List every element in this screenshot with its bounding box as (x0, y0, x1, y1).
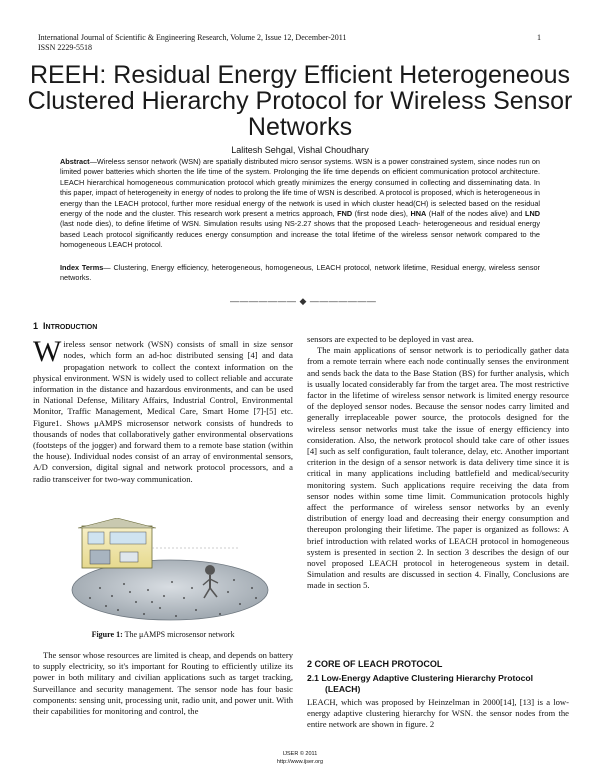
section1-number: 1 (33, 321, 39, 331)
journal-name: International Journal of Scientific & Engineering Research, Volume 2, Issue 12, December-2011 (38, 33, 347, 42)
section2-1-heading-line2: (LEACH) (325, 684, 361, 694)
section2-1-heading-line1: 2.1 Low-Energy Adaptive Clustering Hierarchy Protocol (307, 673, 534, 683)
section1-heading (33, 321, 293, 333)
section2-heading: 2 CORE OF LEACH PROTOCOL (307, 659, 443, 669)
section-divider: ——————— ◆ ——————— (230, 296, 377, 306)
fnd-term: FND (337, 209, 353, 219)
intro-paragraph-2-cont: sensors are expected to be deployed in vast area. (307, 334, 474, 344)
lnd-def: (last node dies), to define lifetime of WSN. Simulation results using NS-2.27 shows that the proposed Leach- heterogeneous and residual energy based Leach protocol significantly reduces energy consumption and increase the total lifetime of the wireless sensor network compared to the homogeneous LEACH protocol. (60, 219, 540, 250)
abstract-label: Abstract (60, 157, 90, 166)
issn: ISSN 2229-5518 (38, 43, 93, 52)
section1-title-rest: NTRODUCTION (45, 324, 98, 331)
footer-url[interactable]: http://www.ijser.org (276, 759, 324, 765)
fnd-def: (first node dies), (352, 209, 411, 219)
page-number: 1 (537, 33, 541, 42)
intro-paragraph-2: The sensor whose resources are limited is cheap, and depends on battery to supply electricity, so it's important for Routing to efficiently utilize its power in both military and civilian applications such as target tracking, Surveillance and security management. The sensor node has four basic components: sensing unit, processing unit, radio unit, and power unit. With their capabilities for monitoring and control, the (33, 650, 293, 717)
authors: Lalitesh Sehgal, Vishal Choudhary (231, 145, 369, 155)
figure-1-caption (33, 630, 293, 639)
intro-p1-text: ireless sensor network (WSN) consists of small in size sensor nodes, which form an ad-hoc distributed sensing [4] and data propagation network to collect the context information on the physical environment. WSN is widely used to collect reliable and accurate information in the distance and hazardous environments, and can be used in National Defense, Military Affairs, Industrial Control, Environmental Monitor, Traffic Management, Medical Care, Smart Home [7]-[5] etc. Figure1. Shows μAMPS microsensor network consists of hundreds to thousands of nodes that collaboratively gather environmental observations (footsteps of the jogger) and forward them to a remote base station (within the house). Individual nodes consist of an array of environmental sensors, A/D conversion, digital signal and network protocol processors, and a radio transceiver for two-way communication. (33, 339, 293, 484)
hna-def: (Half of the nodes alive) and (426, 209, 525, 219)
section1-title-first: I (43, 321, 46, 331)
footer (0, 750, 600, 766)
left-column-top (33, 321, 293, 485)
journal-header (38, 33, 347, 53)
section2-paragraph: LEACH, which was proposed by Heinzelman in 2000[14], [13] is a low-energy adaptive clustering hierarchy for WSN. the sensor nodes from the entire network are shown in figure. 2 (307, 697, 569, 730)
figure-1-caption-text: The μAMPS microsensor network (122, 630, 235, 639)
abstract (60, 157, 540, 251)
figure-1-label: Figure 1: (91, 630, 123, 639)
drop-cap: W (33, 335, 62, 369)
lnd-term: LND (525, 209, 540, 219)
intro-paragraph-3: The main applications of sensor network is to periodically gather data from a remote terrain where each node continually senses the environment and sends back the data to the Base Station (BS) for further analysis, which is usually located considerably far from the target area. The most restrictive factor in the lifetime of wireless sensor network is limited energy resource of the deployed sensor nodes. Because the sensor nodes carry limited and generally irreplaceable power source, the protocols designed for the wireless sensor networks must take the issue of energy efficiency into consideration. Also, the network protocol should take care of other issues [4] such as self configuration, fault tolerance, delay, etc. Another important criterion in the design of a sensor network is data delivery time since it is critical in many applications including battlefield and medical/security monitoring system. Such applications require receiving the data from sensor nodes within some time limit. Communication protocols highly affect the performance of wireless sensor networks by an evenly distribution of energy load and decreasing their energy consumption and thereupon prolonging their lifetime. The paper is organized as follows: A brief introduction with related works of LEACH protocol in homogeneous system is presented in section 2. In section 3 describes the design of our novel proposed LEACH protocol in heterogeneous system in detail. Simulation and results are discussed in section 4. Finally, Conclusions are made in section 5. (307, 345, 569, 591)
left-column-bottom (33, 650, 293, 717)
index-terms-text: — Clustering, Energy efficiency, heterogeneous, homogeneous, LEACH protocol, network lifetime, Residual energy, wireless sensor networks. (60, 263, 540, 283)
figure-1 (60, 518, 270, 624)
index-terms-label: Index Terms (60, 263, 104, 272)
index-terms (60, 263, 540, 284)
footer-copyright: IJSER © 2011 (282, 751, 318, 757)
intro-paragraph-1 (33, 335, 293, 485)
section2-1-heading (307, 673, 569, 695)
paper-title: REEH: Residual Energy Efficient Heterogeneous Clustered Hierarchy Protocol for Wireless Sensor Networks (27, 61, 573, 141)
abstract-text: —Wireless sensor network (WSN) are spatially distributed micro sensor systems. WSN is a power constrained system, since nodes run on limited power batteries which shorten the life time of the system. Prolonging the life time depends on efficient communication protocol architecture. LEACH hierarchical homogeneous communication protocol which greatly minimizes the energy consumed in collecting and disseminating data. In this paper, impact of heterogeneity in energy of nodes to prolong the life time of WSN is described. A protocol is proposed, which is heterogeneous in energy than the LEACH protocol, further more residual energy of the network is used in which cluster head(CH) is selected based on the residual energy of the node and the cluster. This research work present a metrics approach, (60, 157, 540, 219)
hna-term: HNA (410, 209, 427, 219)
microsensor-network-illustration (60, 518, 270, 624)
right-column (307, 334, 569, 592)
